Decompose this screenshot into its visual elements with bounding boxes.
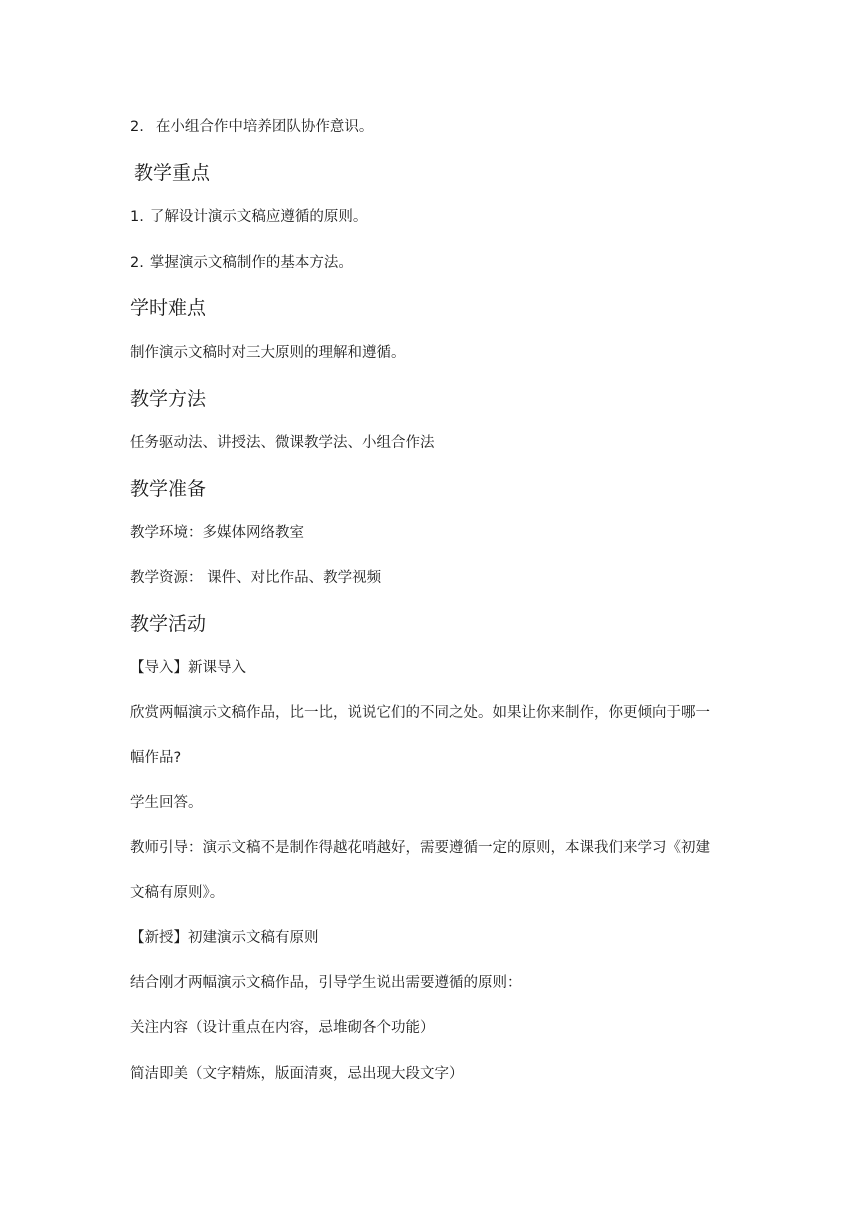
- new-lesson-intro: 结合刚才两幅演示文稿作品，引导学生说出需要遵循的原则：: [130, 975, 522, 991]
- methods-heading: 教学方法: [130, 388, 207, 410]
- new-lesson-title: 【新授】初建演示文稿有原则: [130, 930, 319, 946]
- list-number: 2.: [130, 255, 144, 271]
- teacher-guidance-line-2: 文稿有原则》。: [130, 885, 225, 901]
- activities-heading: 教学活动: [130, 613, 207, 635]
- teacher-guidance-line-1: 教师引导：演示文稿不是制作得越花哨越好，需要遵循一定的原则，本课我们来学习《初建: [130, 840, 710, 856]
- methods-text: 任务驱动法、讲授法、微课教学法、小组合作法: [130, 435, 435, 451]
- key-points-heading: 教学重点: [134, 162, 211, 184]
- principle-item-1: 关注内容（设计重点在内容，忌堆砌各个功能）: [130, 1020, 435, 1036]
- list-text: 了解设计演示文稿应遵循的原则。: [149, 209, 368, 225]
- objective-item-2: [130, 117, 373, 137]
- list-number: 2.: [130, 119, 144, 135]
- student-answer: 学生回答。: [130, 795, 203, 811]
- preparation-resources: 教学资源： 课件、对比作品、教学视频: [130, 570, 382, 586]
- list-number: 1.: [130, 209, 144, 225]
- list-text: 在小组合作中培养团队协作意识。: [155, 119, 374, 135]
- key-point-item-2: [130, 253, 353, 273]
- preparation-environment: 教学环境：多媒体网络教室: [130, 525, 304, 541]
- principle-item-2: 简洁即美（文字精炼，版面清爽，忌出现大段文字）: [130, 1066, 464, 1082]
- intro-title: 【导入】新课导入: [130, 660, 246, 676]
- preparation-heading: 教学准备: [130, 478, 207, 500]
- key-point-item-1: [130, 207, 367, 227]
- difficulties-heading: 学时难点: [130, 297, 207, 319]
- difficulties-text: 制作演示文稿时对三大原则的理解和遵循。: [130, 345, 406, 361]
- intro-paragraph-line-1: 欣赏两幅演示文稿作品，比一比，说说它们的不同之处。如果让你来制作，你更倾向于哪一: [130, 705, 710, 721]
- intro-paragraph-line-2: 幅作品?: [130, 750, 182, 766]
- list-text: 掌握演示文稿制作的基本方法。: [149, 255, 353, 271]
